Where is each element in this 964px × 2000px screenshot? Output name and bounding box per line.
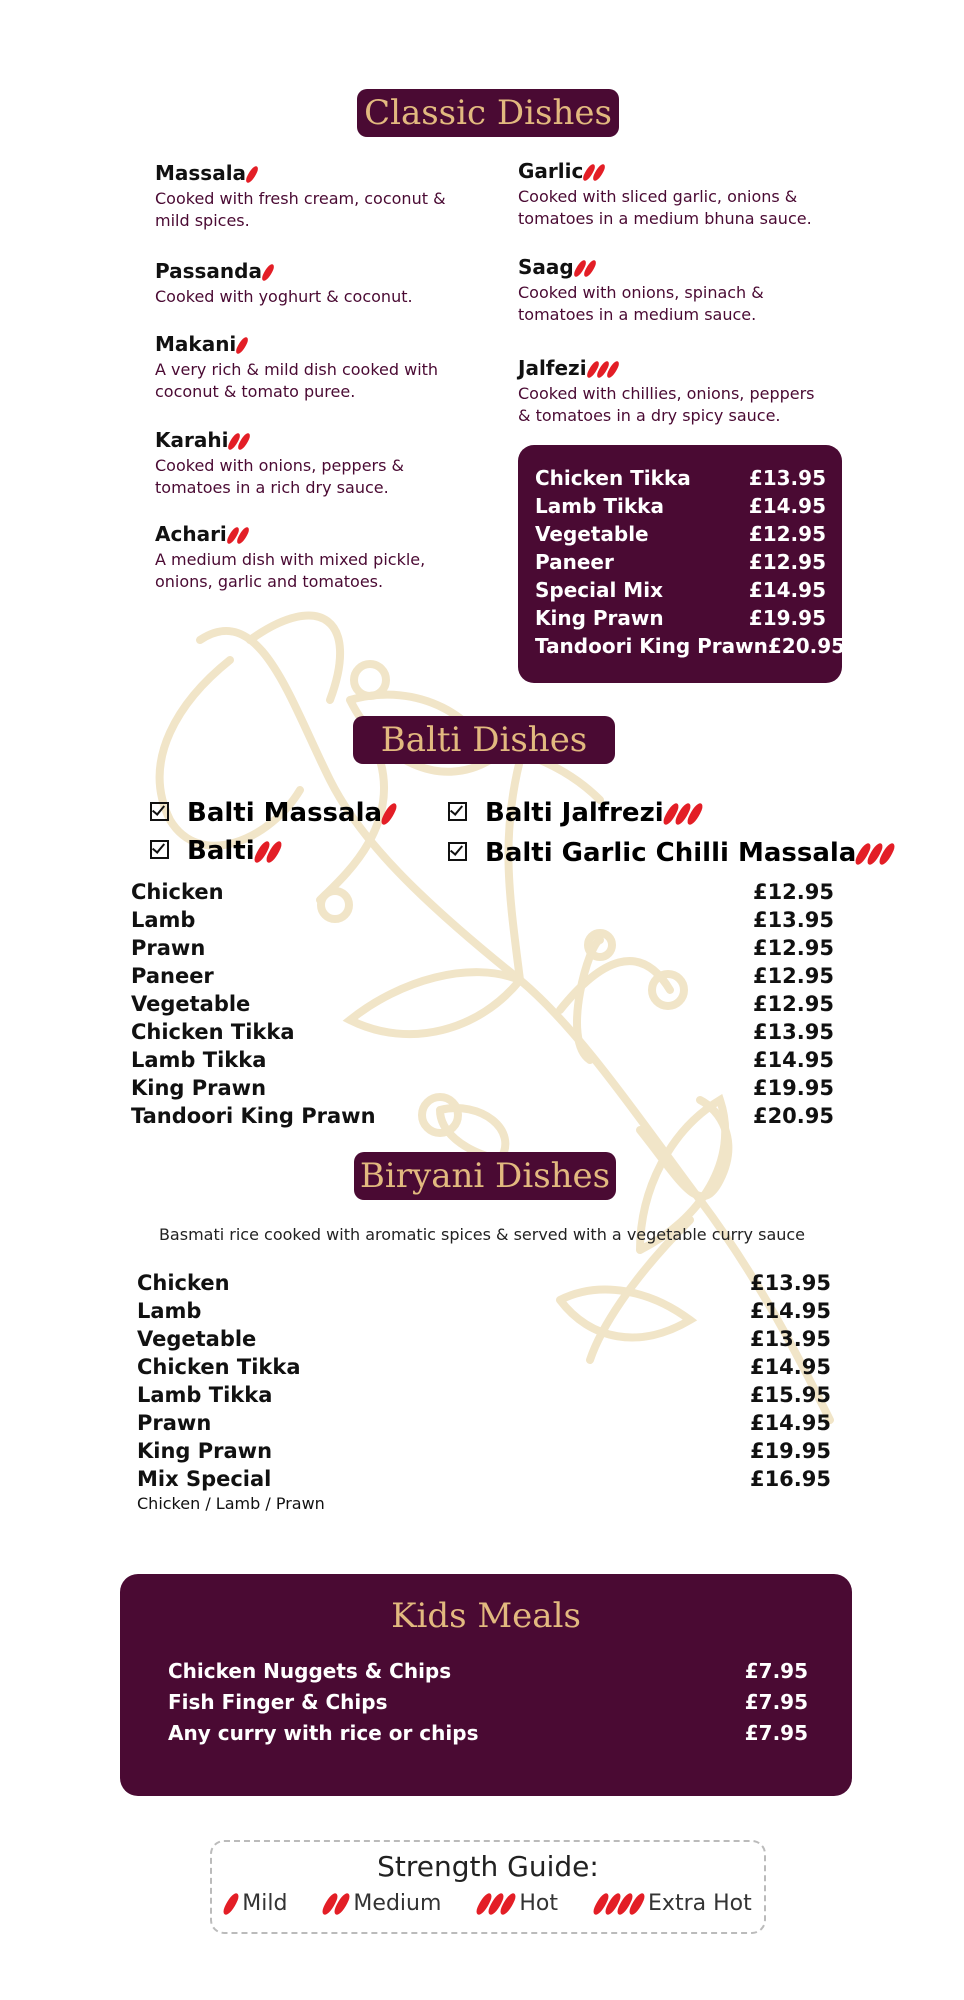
- classic-price-box: [518, 445, 846, 683]
- price-row: [131, 1018, 834, 1046]
- dish-name: Jalfezi: [518, 356, 587, 380]
- item-name: King Prawn: [131, 1076, 267, 1100]
- dish-description: A medium dish with mixed pickle, onions, garlic and tomatoes.: [155, 550, 426, 591]
- item-price: £7.95: [744, 1659, 808, 1683]
- strength-guide-levels: [212, 1891, 764, 1916]
- balti-option-label: Balti Jalfrezi: [485, 798, 664, 828]
- item-price: £12.95: [748, 522, 826, 546]
- dish-description: Cooked with onions, spinach & tomatoes in a medium sauce.: [518, 283, 764, 324]
- item-name: Tandoori King Prawn: [535, 634, 768, 658]
- price-row: [137, 1269, 831, 1297]
- balti-option-label: Balti: [187, 836, 255, 866]
- item-name: Chicken: [131, 880, 224, 904]
- price-row: [131, 990, 834, 1018]
- item-price: £14.95: [749, 1299, 831, 1323]
- kids-meals-title: Kids Meals: [391, 1596, 581, 1636]
- checkbox-icon: [150, 840, 169, 859]
- item-name: Any curry with rice or chips: [168, 1721, 479, 1745]
- item-price: £13.95: [748, 466, 826, 490]
- item-name: Fish Finger & Chips: [168, 1690, 388, 1714]
- price-row: [131, 1102, 834, 1130]
- item-name: Lamb: [137, 1299, 202, 1323]
- balti-price-list: [131, 878, 834, 1130]
- price-row: [131, 934, 834, 962]
- item-price: £12.95: [752, 936, 834, 960]
- item-name: King Prawn: [137, 1439, 273, 1463]
- item-price: £15.95: [749, 1383, 831, 1407]
- item-price: £7.95: [744, 1690, 808, 1714]
- item-name: Vegetable: [535, 522, 649, 546]
- dish-name: Massala: [155, 161, 247, 185]
- item-name: Chicken Tikka: [535, 466, 691, 490]
- balti-option: [150, 796, 394, 830]
- balti-option-label: Balti Garlic Chilli Massala: [485, 838, 857, 868]
- price-row: [131, 906, 834, 934]
- item-price: £16.95: [749, 1467, 831, 1491]
- strength-level-hot: [477, 1891, 558, 1916]
- item-price: £14.95: [748, 494, 826, 518]
- biryani-dishes-title: Biryani Dishes: [354, 1152, 616, 1200]
- price-row: [137, 1325, 831, 1353]
- dish-description: Cooked with fresh cream, coconut & mild spices.: [155, 189, 446, 230]
- item-name: Paneer: [535, 550, 614, 574]
- price-row: [535, 548, 826, 576]
- balti-option-label: Balti Massala: [187, 798, 383, 828]
- strength-label: Medium: [353, 1891, 442, 1916]
- item-name: Lamb: [131, 908, 196, 932]
- strength-label: Hot: [519, 1891, 559, 1916]
- item-name: Lamb Tikka: [137, 1383, 273, 1407]
- price-row: [168, 1656, 808, 1687]
- checkbox-icon: [448, 842, 467, 861]
- dish-karahi: [155, 427, 465, 499]
- price-row: [137, 1437, 831, 1465]
- item-price: £12.95: [752, 964, 834, 988]
- item-price: £13.95: [752, 908, 834, 932]
- item-price: £13.95: [749, 1271, 831, 1295]
- strength-label: Mild: [242, 1891, 288, 1916]
- item-name: Prawn: [137, 1411, 212, 1435]
- item-price: £19.95: [749, 1439, 831, 1463]
- strength-guide-title: Strength Guide:: [377, 1850, 599, 1883]
- item-name: Mix Special: [137, 1467, 272, 1491]
- chili-icon: [380, 802, 399, 825]
- price-row: [535, 492, 826, 520]
- dish-description: Cooked with yoghurt & coconut.: [155, 287, 413, 306]
- item-price: £19.95: [748, 606, 826, 630]
- item-name: King Prawn: [535, 606, 664, 630]
- item-price: £13.95: [749, 1327, 831, 1351]
- price-row: [137, 1353, 831, 1381]
- item-name: Vegetable: [131, 992, 251, 1016]
- price-row: [131, 1046, 834, 1074]
- kids-meals-box: [120, 1574, 852, 1796]
- price-row: [535, 632, 846, 660]
- item-price: £12.95: [748, 550, 826, 574]
- strength-guide: [210, 1840, 766, 1934]
- dish-name: Passanda: [155, 259, 262, 283]
- balti-option: [150, 834, 279, 868]
- price-row: [137, 1297, 831, 1325]
- balti-option: [448, 836, 892, 870]
- item-name: Chicken: [137, 1271, 230, 1295]
- dish-name: Saag: [518, 255, 574, 279]
- dish-achari: [155, 521, 465, 593]
- price-row: [535, 520, 826, 548]
- item-name: Prawn: [131, 936, 206, 960]
- strength-level-mild: [224, 1891, 287, 1916]
- item-name: Vegetable: [137, 1327, 257, 1351]
- checkbox-icon: [150, 802, 169, 821]
- dish-name: Karahi: [155, 428, 229, 452]
- price-row: [535, 604, 826, 632]
- dish-garlic: [518, 158, 828, 230]
- item-name: Tandoori King Prawn: [131, 1104, 376, 1128]
- dish-saag: [518, 254, 828, 326]
- balti-option: [448, 796, 700, 830]
- biryani-price-list: [137, 1269, 831, 1515]
- checkbox-icon: [448, 802, 467, 821]
- dish-name: Achari: [155, 522, 227, 546]
- item-price: £20.95: [752, 1104, 834, 1128]
- strength-level-extra-hot: [594, 1891, 752, 1916]
- price-row: [535, 464, 826, 492]
- item-name: Lamb Tikka: [535, 494, 664, 518]
- item-price: £7.95: [744, 1721, 808, 1745]
- item-price: £13.95: [752, 1020, 834, 1044]
- mix-special-note: Chicken / Lamb / Prawn: [137, 1494, 325, 1513]
- price-row: [131, 962, 834, 990]
- balti-dishes-title: Balti Dishes: [353, 716, 615, 764]
- dish-description: A very rich & mild dish cooked with coconut & tomato puree.: [155, 360, 439, 401]
- dish-makani: [155, 331, 465, 403]
- chili-icon: [222, 1892, 241, 1915]
- price-row: [131, 878, 834, 906]
- item-price: £12.95: [752, 880, 834, 904]
- item-name: Lamb Tikka: [131, 1048, 267, 1072]
- item-name: Chicken Nuggets & Chips: [168, 1659, 452, 1683]
- price-row: [168, 1687, 808, 1718]
- dish-description: Cooked with chillies, onions, peppers & tomatoes in a dry spicy sauce.: [518, 384, 815, 425]
- dish-description: Cooked with onions, peppers & tomatoes in a rich dry sauce.: [155, 456, 405, 497]
- strength-label: Extra Hot: [648, 1891, 752, 1916]
- biryani-subtitle: Basmati rice cooked with aromatic spices & served with a vegetable curry sauce: [158, 1225, 806, 1244]
- item-name: Paneer: [131, 964, 214, 988]
- price-row: [137, 1465, 831, 1493]
- strength-level-medium: [323, 1891, 441, 1916]
- dish-description: Cooked with sliced garlic, onions & tomatoes in a medium bhuna sauce.: [518, 187, 812, 228]
- chili-icon: [235, 336, 250, 354]
- dish-name: Garlic: [518, 159, 584, 183]
- dish-massala: [155, 160, 465, 232]
- kids-price-list: [168, 1656, 808, 1749]
- item-price: £14.95: [748, 578, 826, 602]
- chili-icon: [261, 263, 276, 281]
- price-row: [131, 1074, 834, 1102]
- item-price: £20.95: [767, 634, 846, 658]
- price-row: [137, 1409, 831, 1437]
- item-price: £14.95: [749, 1355, 831, 1379]
- dish-name: Makani: [155, 332, 237, 356]
- item-name: Chicken Tikka: [131, 1020, 295, 1044]
- item-price: £12.95: [752, 992, 834, 1016]
- price-row: [137, 1381, 831, 1409]
- item-name: Special Mix: [535, 578, 663, 602]
- price-row: [535, 576, 826, 604]
- item-name: Chicken Tikka: [137, 1355, 301, 1379]
- item-price: £14.95: [752, 1048, 834, 1072]
- item-price: £19.95: [752, 1076, 834, 1100]
- chili-icon: [245, 165, 260, 183]
- classic-dishes-title: Classic Dishes: [357, 89, 619, 137]
- dish-passanda: [155, 258, 465, 308]
- item-price: £14.95: [749, 1411, 831, 1435]
- price-row: [168, 1718, 808, 1749]
- dish-jalfezi: [518, 355, 828, 427]
